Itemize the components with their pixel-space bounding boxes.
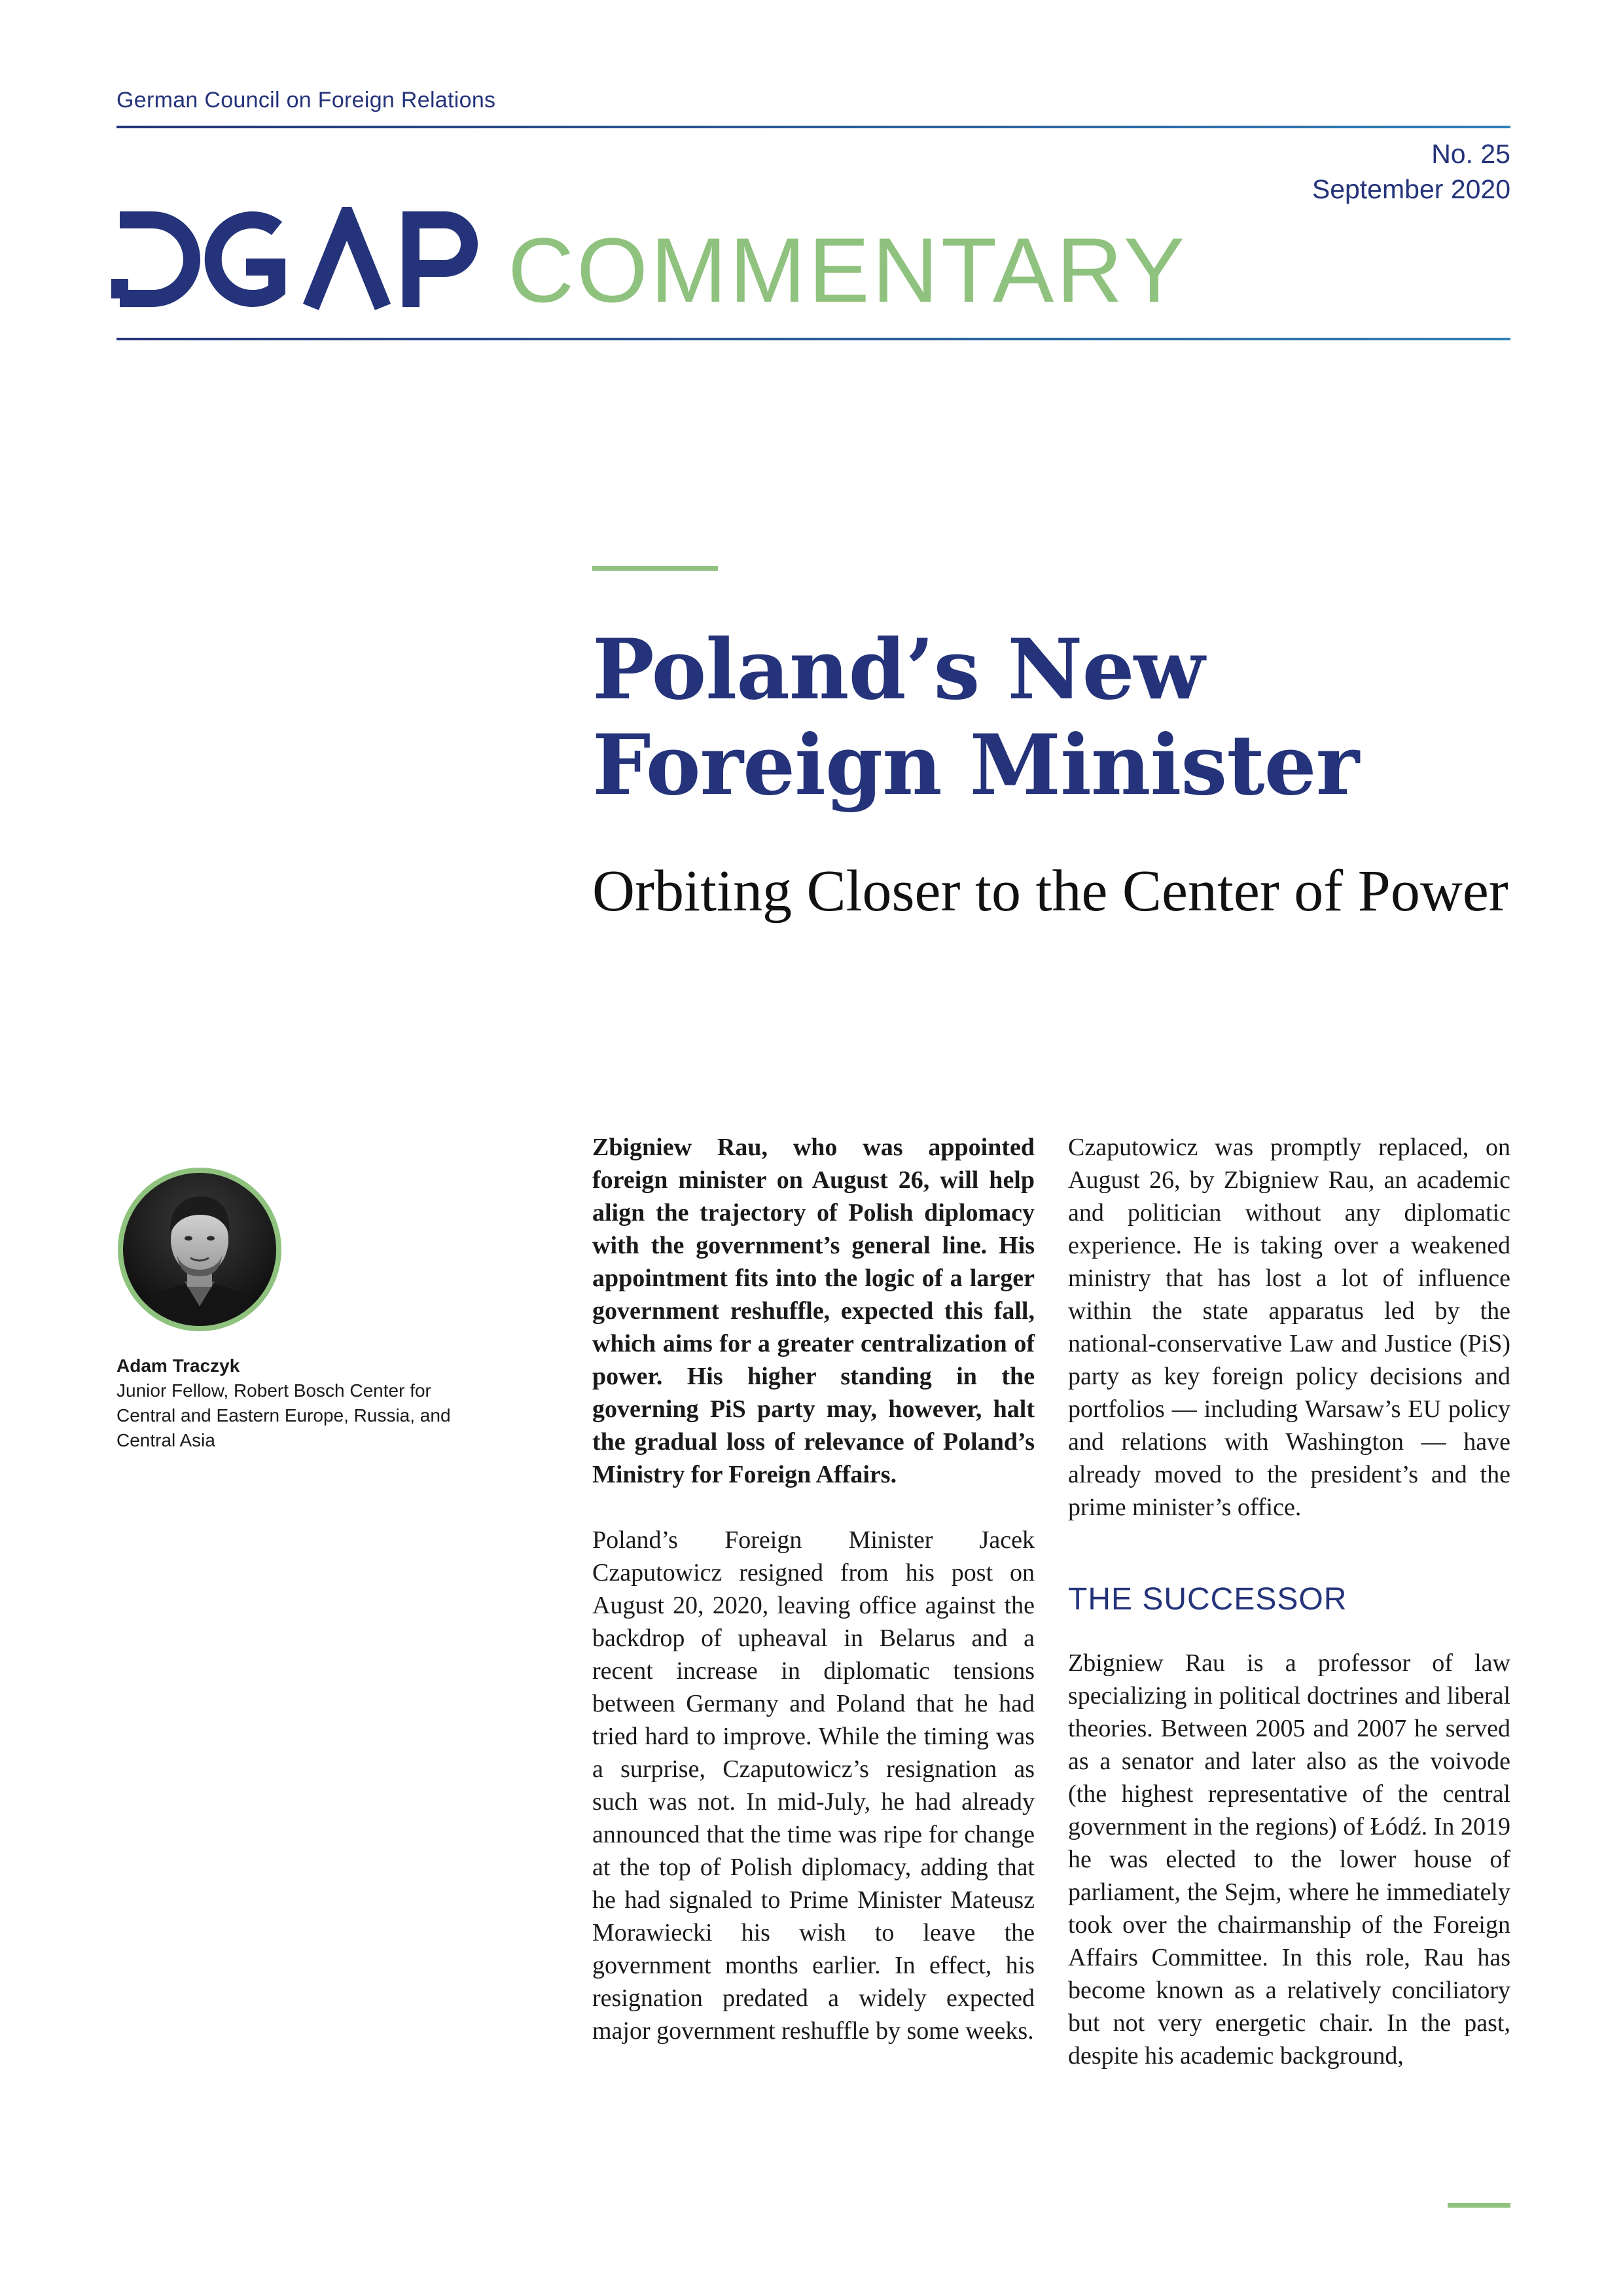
organization-name: German Council on Foreign Relations [116,88,496,113]
article-title [592,622,1359,813]
body-paragraph: Czaputowicz was promptly replaced, on August 26, by Zbigniew Rau, an academic and politician without any diplomatic experience. He is taking over a weakened ministry that has lost a lot of influence within the state apparatus led by the national-conservative Law and Justice (PiS) party as key foreign policy decisions and portfolios — including Warsaw’s EU policy and relations with Washington — have already moved to the president’s and the prime minister’s office. [1068,1134,1510,1521]
body-paragraph: Zbigniew Rau is a professor of law specializing in political doctrines and liberal theories. Between 2005 and 2007 he served as a senator and later also as the voivode (the highest representative of the central government in the regions) of Łódź. In 2019 he was elected to the lower house of parliament, the Sejm, where he immediately took over the chairmanship of the Foreign Affairs Committee. In this role, Rau has become known as a relatively conciliatory but not very energetic chair. In the past, despite his academic background, [1068,1649,1510,2070]
issue-info [1312,136,1510,207]
author-info [116,1354,457,1453]
article-subtitle: Orbiting Closer to the Center of Power [592,859,1508,924]
section-heading: THE SUCCESSOR [1068,1582,1347,1617]
author-photo [116,1166,283,1333]
author-name: Adam Traczyk [116,1355,240,1376]
lead-paragraph: Zbigniew Rau, who was appointed foreign minister on August 26, will help align the trajectory of Polish diplomacy with the government’s general line. His appointment fits into the logic of a larger government reshuffle, expected this fall, which aims for a greater centralization of power. His higher standing in the governing PiS party may, however, halt the gradual loss of relevance of Poland’s Ministry for Foreign Affairs. [592,1134,1035,1488]
body-paragraph: Poland’s Foreign Minister Jacek Czaputowicz resigned from his post on August 20, 2020, leaving office against the backdrop of upheaval in Belarus and a recent increase in diplomatic tensions between Germany and Poland that he had tried hard to improve. While the timing was a surprise, Czaputowicz’s resignation as such was not. In mid-July, he had already announced that the time was ripe for change at the top of Polish diplomacy, adding that he had signaled to Prime Minister Mateusz Morawiecki his wish to leave the government months earlier. In effect, his resignation predated a widely expected major government reshuffle by some weeks. [592,1526,1035,2045]
issue-number: No. 25 [1431,139,1510,169]
series-title: COMMENTARY [508,219,1188,321]
body-column-right [1068,1131,1510,2072]
title-line-1: Poland’s New [592,621,1205,718]
masthead-rule [116,338,1510,340]
issue-date: September 2020 [1311,174,1510,204]
title-accent-line [592,566,718,571]
body-column-left [592,1131,1035,2047]
header-rule [116,126,1510,128]
author-role: Junior Fellow, Robert Bosch Center for Central and Eastern Europe, Russia, and Central Asia [116,1380,451,1450]
dgap-logo [111,207,491,312]
footer-accent-line [1448,2203,1510,2208]
title-line-2: Foreign Minister [592,717,1359,814]
